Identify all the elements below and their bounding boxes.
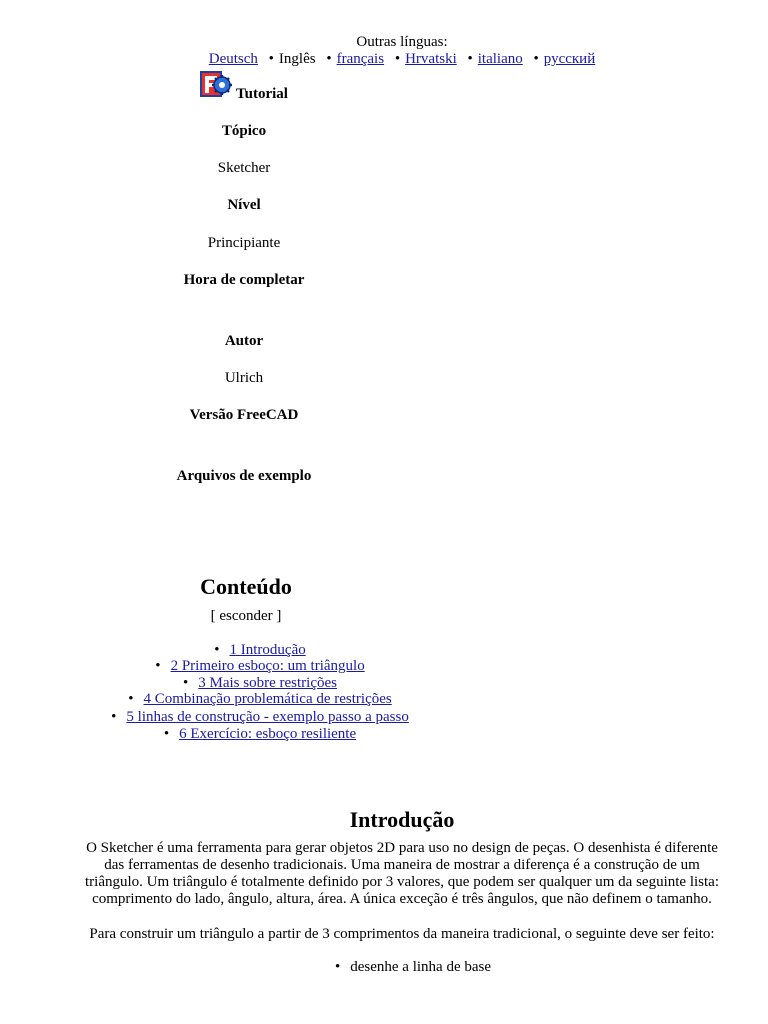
time-label: [174, 272, 314, 289]
toc-item: [0, 726, 520, 743]
lang-deutsch-link[interactable]: Deutsch: [208, 51, 258, 67]
bullet-icon: •: [111, 709, 117, 725]
toc-link-combinacao[interactable]: 4 Combinação problemática de restrições: [143, 691, 392, 707]
toc-link-linhas-construcao[interactable]: 5 linhas de construção - exemplo passo a passo: [126, 709, 409, 725]
freecad-logo-icon: [200, 71, 232, 99]
lang-italiano-link[interactable]: italiano: [477, 51, 523, 67]
intro-paragraph-2: Para construir um triângulo a partir de 3 comprimentos da maneira tradicional, o seguinte deve ser feito:: [89, 926, 715, 942]
toc-link-exercicio[interactable]: 6 Exercício: esboço resiliente: [179, 726, 357, 742]
toc-link-mais-restricoes[interactable]: 3 Mais sobre restrições: [198, 675, 337, 691]
intro-line: comprimento do lado, ângulo, altura, área. A única exceção é três ângulos, que não definem o tamanho.: [92, 891, 712, 907]
lang-hrvatski-link[interactable]: Hrvatski: [405, 51, 457, 67]
lang-russian-link[interactable]: русский: [543, 51, 596, 67]
topic-label-text: Tópico: [221, 123, 267, 139]
files-label: [174, 468, 314, 485]
toc-link-primeiro-esboco[interactable]: 2 Primeiro esboço: um triângulo: [170, 658, 365, 674]
version-label-text: Versão FreeCAD: [189, 407, 299, 423]
toc-item: [0, 691, 520, 708]
toc-title: Conteúdo: [200, 574, 292, 599]
toc-item: [0, 658, 520, 675]
list-item: [0, 959, 768, 976]
toc-item: [0, 675, 520, 692]
bullet-icon: •: [334, 959, 341, 975]
files-label-text: Arquivos de exemplo: [176, 468, 312, 484]
toc-item: [0, 642, 520, 659]
bullet-icon: •: [128, 691, 134, 707]
bullet-icon: •: [155, 658, 161, 674]
lang-ingles-current: Inglês: [278, 51, 316, 67]
intro-line: O Sketcher é uma ferramenta para gerar objetos 2D para uso no design de peças. O desenhista é diferente: [86, 840, 718, 856]
toc-toggle-button[interactable]: [ esconder ]: [210, 608, 282, 624]
separator: •: [268, 51, 274, 67]
level-label-text: Nível: [227, 197, 261, 213]
separator: •: [467, 51, 473, 67]
separator: •: [326, 51, 332, 67]
intro-heading: Introdução: [349, 807, 455, 832]
author-label-text: Autor: [224, 333, 264, 349]
other-languages-label: Outras línguas:: [356, 34, 448, 50]
level-value: Principiante: [207, 235, 281, 251]
tutorial-title: Tutorial: [236, 86, 288, 102]
language-list: [0, 51, 768, 68]
time-label-text: Hora de completar: [183, 272, 305, 288]
version-label: [174, 407, 314, 424]
topic-value: Sketcher: [217, 160, 271, 176]
toc-item: [0, 709, 520, 726]
separator: •: [533, 51, 539, 67]
author-label: [174, 333, 314, 350]
separator: •: [394, 51, 401, 67]
intro-line: triângulo. Um triângulo é totalmente definido por 3 valores, que podem ser qualquer um da seguinte lista:: [84, 874, 719, 890]
toc-link-introducao[interactable]: 1 Introdução: [229, 642, 306, 658]
bullet-icon: •: [214, 642, 220, 658]
topic-label: [174, 123, 314, 140]
intro-paragraph: [60, 840, 744, 908]
bullet-icon: •: [183, 675, 189, 691]
author-value: Ulrich: [224, 370, 264, 386]
level-label: [174, 197, 314, 214]
intro-line: das ferramentas de desenho tradicionais. Uma maneira de mostrar a diferença é a construção de um: [104, 857, 700, 873]
list-item-text: desenhe a linha de base: [350, 959, 492, 975]
lang-francais-link[interactable]: français: [336, 51, 385, 67]
bullet-icon: •: [163, 726, 170, 742]
